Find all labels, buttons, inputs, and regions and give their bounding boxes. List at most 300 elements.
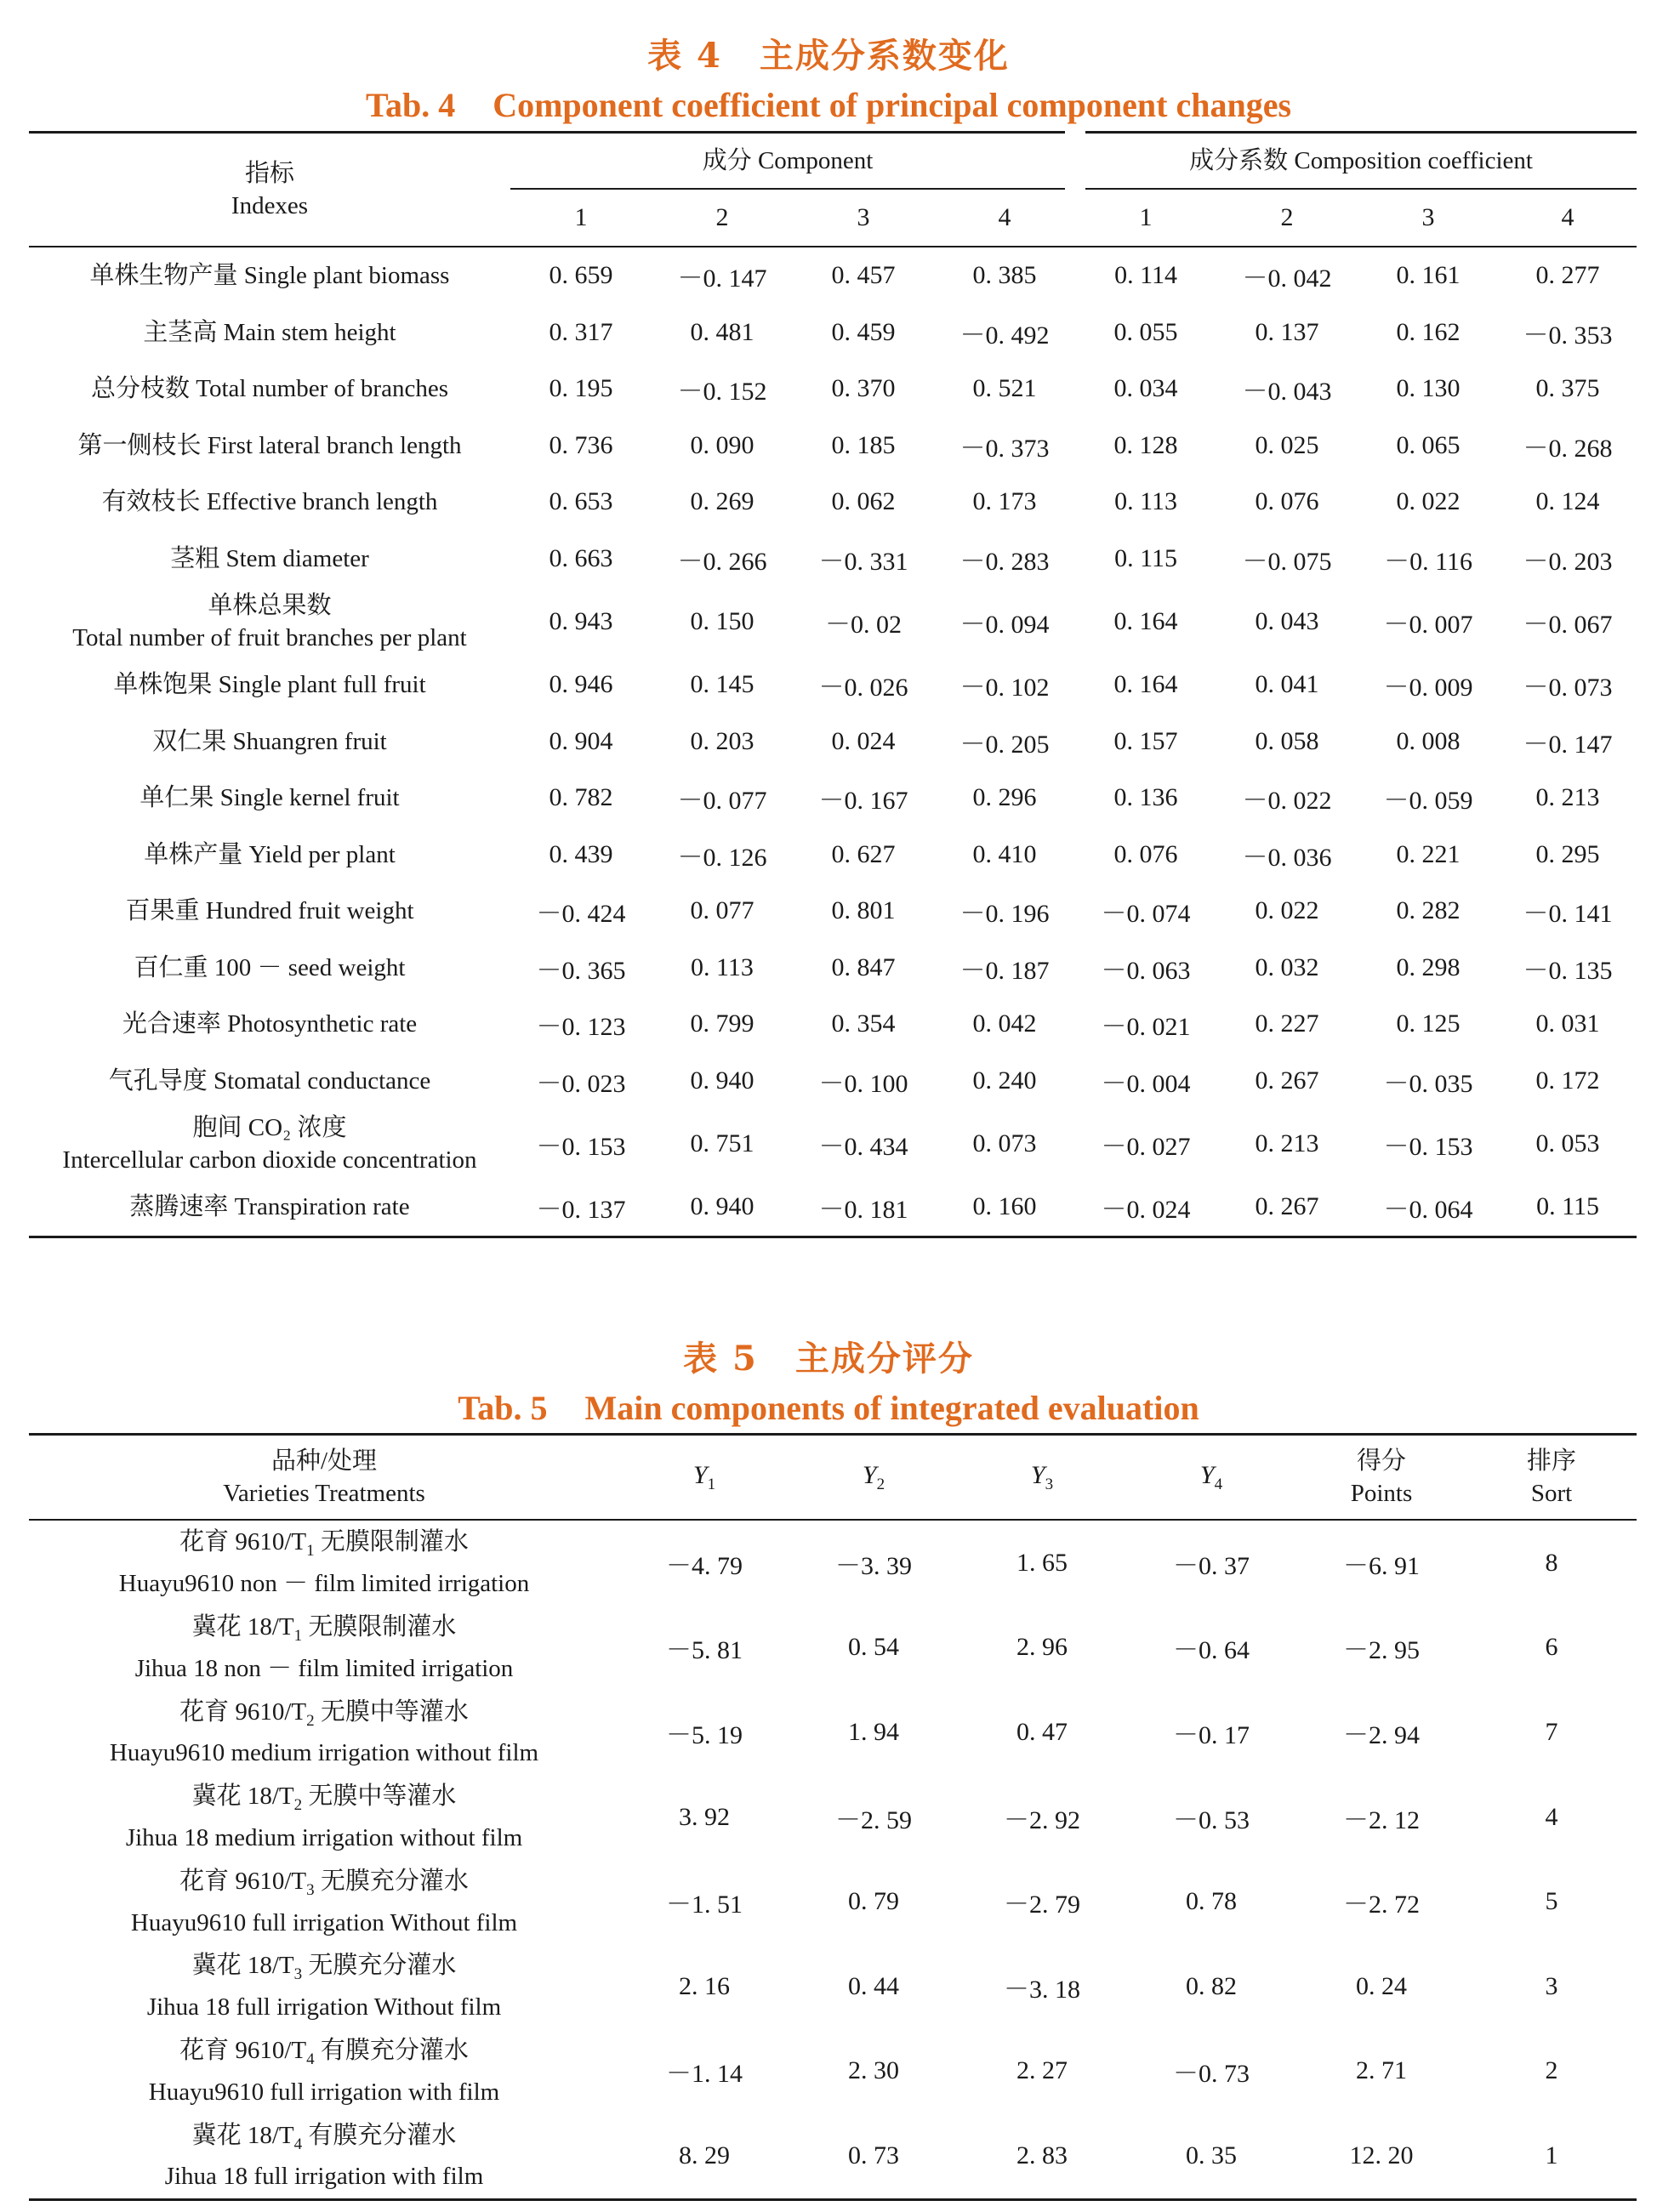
table-row: [29, 883, 1637, 940]
component-value: 0. 659: [549, 261, 613, 290]
component-value: 0. 370: [831, 374, 896, 403]
index-label-line: 胞间 CO₂ 浓度: [192, 1114, 347, 1141]
index-label: [29, 247, 510, 304]
coefficient-value: 0. 137: [1255, 317, 1319, 346]
index-label: [29, 657, 510, 714]
coefficient-value: 0. 221: [1396, 839, 1461, 868]
variety-name: 花育 9610/T: [179, 2036, 307, 2064]
variety-label-cn: [29, 1611, 619, 1652]
index-label: [29, 304, 510, 361]
index-label: [29, 883, 510, 940]
component-value: －0. 196: [959, 900, 1050, 929]
coefficient-value: －0. 063: [1101, 956, 1191, 985]
treatment-subscript: 4: [293, 2135, 303, 2153]
index-label: [29, 1109, 510, 1179]
component-value: －0. 167: [818, 787, 908, 816]
y-letter: Y: [862, 1460, 877, 1489]
index-label-line: 总分枝数 Total number of branches: [91, 375, 448, 403]
table-row: [29, 827, 1637, 884]
table-row: [29, 1690, 1637, 1775]
treatment-subscript: 1: [306, 1542, 315, 1561]
sort-rank: 2: [1545, 2056, 1558, 2085]
index-label: [29, 531, 510, 588]
component-value: －0. 492: [959, 321, 1050, 350]
index-label: [29, 418, 510, 475]
coefficient-value: 0. 043: [1255, 607, 1319, 635]
y1-score: －5. 81: [666, 1636, 743, 1665]
component-value: 0. 160: [972, 1192, 1037, 1221]
sort-rank: 5: [1545, 1887, 1558, 1916]
table5-caption-en-title: Main components of integrated evaluation: [584, 1389, 1199, 1427]
coefficient-value: 0. 076: [1113, 839, 1178, 868]
table5-points-header-cn: 得分: [1356, 1447, 1406, 1475]
treatment-name: 无膜充分灌水: [314, 1867, 469, 1895]
coefficient-value: 0. 058: [1255, 726, 1319, 755]
table4-caption-cn-number: 表 4: [647, 36, 722, 76]
variety-label: [29, 1859, 619, 1944]
variety-label-cn: [29, 1949, 619, 1991]
coefficient-value: －0. 021: [1101, 1013, 1191, 1042]
component-value: －0. 283: [959, 547, 1050, 576]
coefficient-value: －0. 074: [1101, 900, 1191, 929]
table-row: [29, 1606, 1637, 1691]
variety-label-en: Huayu9610 full irrigation with film: [148, 2078, 500, 2106]
table5-caption-cn-number: 表 5: [683, 1339, 758, 1379]
variety-label: [29, 2113, 619, 2199]
points-score: －6. 91: [1343, 1551, 1420, 1580]
y2-score: 0. 79: [848, 1887, 899, 1916]
coefficient-value: －0. 059: [1383, 787, 1473, 816]
component-value: 0. 240: [972, 1066, 1037, 1095]
y-letter: Y: [1199, 1460, 1215, 1489]
treatment-name: 无膜充分灌水: [302, 1952, 457, 1980]
coefficient-value: 0. 136: [1113, 783, 1178, 812]
variety-label: [29, 1690, 619, 1775]
table5-y-header: [619, 1435, 789, 1521]
component-value: 0. 113: [691, 952, 754, 981]
table4-indexes-header-en: Indexes: [231, 192, 309, 219]
component-value: －0. 026: [818, 674, 908, 702]
table5-variety-header: [29, 1435, 619, 1521]
table5-y-header: [789, 1435, 958, 1521]
treatment-subscript: 2: [293, 1795, 303, 1814]
coefficient-value: 0. 125: [1396, 1009, 1461, 1038]
coefficient-value: 0. 213: [1535, 783, 1600, 812]
index-label-line: 茎粗 Stem diameter: [170, 544, 369, 572]
variety-label-en: Jihua 18 full irrigation Without film: [146, 1993, 502, 2022]
y1-score: －4. 79: [666, 1551, 743, 1580]
component-value: 0. 847: [831, 952, 896, 981]
coefficient-value: 0. 298: [1396, 952, 1461, 981]
component-value: 0. 385: [972, 261, 1037, 290]
y2-score: 2. 30: [848, 2056, 899, 2085]
index-label-line: 光合速率 Photosynthetic rate: [122, 1010, 418, 1038]
table5-points-header-en: Points: [1350, 1480, 1413, 1507]
variety-label-en: Jihua 18 medium irrigation without film: [125, 1823, 523, 1851]
component-value: －0. 373: [959, 434, 1050, 463]
table5-caption-en: [0, 1388, 1657, 1428]
variety-label-en: Huayu9610 non － film limited irrigation: [118, 1570, 530, 1598]
y2-score: 0. 73: [848, 2141, 899, 2169]
coefficient-value: 0. 025: [1255, 430, 1319, 459]
coefficient-value: 0. 076: [1255, 487, 1319, 516]
y-subscript: 1: [707, 1475, 716, 1493]
component-value: 0. 782: [549, 783, 613, 812]
table-row: [29, 587, 1637, 657]
points-score: －2. 72: [1343, 1891, 1420, 1919]
variety-label-cn: [29, 1865, 619, 1907]
y2-score: 0. 54: [848, 1633, 899, 1662]
coefficient-value: 0. 032: [1255, 952, 1319, 981]
treatment-name: 有膜充分灌水: [314, 2036, 469, 2064]
variety-label-en: Jihua 18 non － film limited irrigation: [134, 1654, 514, 1682]
index-label-line: 单株饱果 Single plant full fruit: [113, 671, 426, 699]
y3-score: 2. 96: [1016, 1633, 1068, 1662]
component-value: －0. 023: [536, 1069, 626, 1098]
table4-component-col-header: 4: [998, 203, 1011, 231]
component-value: －0. 152: [677, 378, 767, 407]
y4-score: －0. 73: [1173, 2060, 1250, 2089]
coefficient-value: 0. 124: [1535, 487, 1600, 516]
coefficient-value: －0. 073: [1523, 674, 1613, 702]
table-row: [29, 1859, 1637, 1944]
component-value: －0. 100: [818, 1069, 908, 1098]
table4-caption-en: [0, 85, 1657, 125]
component-value: 0. 145: [690, 670, 754, 699]
table5-y-header: [958, 1435, 1126, 1521]
table-row: [29, 2113, 1637, 2199]
table5-sort-header-en: Sort: [1530, 1480, 1573, 1507]
component-value: －0. 181: [818, 1196, 908, 1225]
component-value: －0. 187: [959, 956, 1050, 985]
coefficient-value: －0. 022: [1242, 787, 1332, 816]
component-value: 0. 150: [690, 607, 754, 635]
treatment-subscript: 3: [306, 1880, 315, 1899]
variety-label-cn: [29, 1526, 619, 1567]
sort-rank: 3: [1545, 1971, 1558, 2000]
coefficient-value: －0. 004: [1101, 1069, 1191, 1098]
points-score: －2. 94: [1343, 1720, 1420, 1749]
table4-component-col-header: 3: [857, 203, 870, 231]
variety-label: [29, 2029, 619, 2114]
component-value: 0. 203: [690, 726, 754, 755]
coefficient-value: －0. 024: [1101, 1196, 1191, 1225]
component-value: 0. 457: [831, 261, 896, 290]
index-label: [29, 587, 510, 657]
treatment-name: 无膜限制灌水: [314, 1528, 469, 1556]
y4-score: 0. 35: [1186, 2141, 1237, 2169]
variety-name: 冀花 18/T: [191, 1612, 294, 1641]
table5-variety-header-en: Varieties Treatments: [223, 1480, 425, 1507]
treatment-subscript: 3: [293, 1965, 303, 1984]
y1-score: －1. 14: [666, 2060, 743, 2089]
component-value: －0. 331: [818, 547, 908, 576]
index-label-line: 百果重 Hundred fruit weight: [125, 897, 414, 925]
variety-label-cn: [29, 2119, 619, 2161]
table4-indexes-header: [29, 133, 510, 247]
component-value: 0. 296: [972, 783, 1037, 812]
treatment-subscript: 1: [293, 1626, 303, 1645]
treatment-name: 无膜限制灌水: [302, 1612, 457, 1641]
component-value: 0. 459: [831, 317, 896, 346]
coefficient-value: 0. 115: [1536, 1192, 1599, 1221]
index-label: [29, 940, 510, 997]
component-value: 0. 185: [831, 430, 896, 459]
component-value: 0. 751: [690, 1129, 754, 1157]
table5-sort-header-cn: 排序: [1526, 1447, 1576, 1475]
variety-label-en: Jihua 18 full irrigation with film: [164, 2163, 484, 2191]
y3-score: 2. 83: [1016, 2141, 1068, 2169]
component-value: 0. 627: [831, 839, 896, 868]
table4-coefficient-col-header: 1: [1139, 203, 1153, 231]
coefficient-value: －0. 042: [1242, 264, 1332, 293]
coefficient-value: 0. 172: [1535, 1066, 1600, 1095]
treatment-name: 无膜中等灌水: [302, 1783, 457, 1811]
coefficient-value: 0. 213: [1255, 1129, 1319, 1157]
index-label-line: 有效枝长 Effective branch length: [101, 488, 438, 516]
component-value: 0. 439: [549, 839, 613, 868]
table-row: [29, 940, 1637, 997]
coefficient-value: 0. 022: [1396, 487, 1461, 516]
coefficient-value: －0. 035: [1383, 1069, 1473, 1098]
points-score: 0. 24: [1356, 1971, 1407, 2000]
component-value: －0. 147: [677, 264, 767, 293]
y2-score: －2. 59: [835, 1805, 912, 1834]
table4-component-col-header: 2: [715, 203, 729, 231]
table-row: [29, 657, 1637, 714]
y3-score: －3. 18: [1004, 1975, 1080, 2004]
component-value: －0. 434: [818, 1133, 908, 1161]
coefficient-value: 0. 227: [1255, 1009, 1319, 1038]
component-value: －0. 094: [959, 611, 1050, 639]
index-label: [29, 714, 510, 771]
index-label-line: 百仁重 100 － seed weight: [134, 953, 406, 981]
index-label-line: 气孔导度 Stomatal conductance: [108, 1066, 431, 1095]
coefficient-value: 0. 282: [1396, 896, 1461, 925]
coefficient-value: －0. 009: [1383, 674, 1473, 702]
table5-caption-en-number: Tab. 5: [458, 1389, 548, 1427]
variety-name: 花育 9610/T: [179, 1528, 307, 1556]
variety-name: 花育 9610/T: [179, 1697, 307, 1726]
coefficient-value: －0. 036: [1242, 843, 1332, 872]
variety-label-en: Huayu9610 full irrigation Without film: [130, 1908, 518, 1936]
y2-score: 1. 94: [848, 1717, 899, 1746]
index-label: [29, 770, 510, 827]
coefficient-value: 0. 022: [1255, 896, 1319, 925]
table5-caption-cn: [0, 1332, 1657, 1380]
table-row: [29, 1520, 1637, 1606]
y-letter: Y: [692, 1460, 708, 1489]
variety-label-en: Huayu9610 medium irrigation without film: [109, 1739, 539, 1767]
sort-rank: 1: [1545, 2141, 1558, 2169]
component-value: 0. 521: [972, 374, 1037, 403]
variety-label-cn: [29, 1696, 619, 1737]
coefficient-value: 0. 161: [1396, 261, 1461, 290]
index-label-line: 单株总果数: [208, 592, 332, 619]
coefficient-value: 0. 267: [1255, 1066, 1319, 1095]
coefficient-value: －0. 043: [1242, 378, 1332, 407]
coefficient-value: －0. 075: [1242, 547, 1332, 576]
component-value: 0. 940: [690, 1066, 754, 1095]
variety-name: 花育 9610/T: [179, 1867, 307, 1895]
index-label-line: 单株产量 Yield per plant: [144, 840, 396, 868]
points-score: 2. 71: [1356, 2056, 1407, 2085]
y3-score: －2. 79: [1004, 1891, 1080, 1919]
y2-score: 0. 44: [848, 1971, 899, 2000]
sort-rank: 6: [1545, 1633, 1558, 1662]
coefficient-value: 0. 375: [1535, 374, 1600, 403]
coefficient-value: 0. 034: [1113, 374, 1178, 403]
table5: [29, 1433, 1637, 2201]
table-row: [29, 474, 1637, 531]
table5-y-header: [1126, 1435, 1296, 1521]
points-score: －2. 12: [1343, 1805, 1420, 1834]
coefficient-value: 0. 113: [1114, 487, 1177, 516]
y3-score: 0. 47: [1016, 1717, 1068, 1746]
component-value: 0. 073: [972, 1129, 1037, 1157]
y4-score: －0. 37: [1173, 1551, 1250, 1580]
coefficient-value: －0. 116: [1384, 547, 1472, 576]
variety-label: [29, 1606, 619, 1691]
component-value: 0. 940: [690, 1192, 754, 1221]
variety-label: [29, 1944, 619, 2029]
coefficient-value: 0. 128: [1113, 430, 1178, 459]
component-value: 0. 410: [972, 839, 1037, 868]
table5-variety-header-cn: 品种/处理: [270, 1447, 378, 1475]
table4-coefficient-col-header: 4: [1561, 203, 1574, 231]
coefficient-value: 0. 008: [1396, 726, 1461, 755]
table-row: [29, 1053, 1637, 1110]
y4-score: 0. 78: [1186, 1887, 1237, 1916]
table4-coefficient-col-header: 2: [1280, 203, 1294, 231]
table5-points-header: [1296, 1435, 1466, 1521]
coefficient-value: －0. 141: [1523, 900, 1613, 929]
points-score: 12. 20: [1349, 2141, 1414, 2169]
y-letter: Y: [1030, 1460, 1045, 1489]
coefficient-value: 0. 162: [1396, 317, 1461, 346]
component-value: 0. 663: [549, 543, 613, 572]
index-label: [29, 474, 510, 531]
table-row: [29, 996, 1637, 1053]
table-row: [29, 1179, 1637, 1237]
component-value: －0. 205: [959, 730, 1050, 759]
coefficient-value: 0. 164: [1113, 670, 1178, 699]
y-subscript: 4: [1214, 1475, 1223, 1493]
table5-sort-header: [1466, 1435, 1637, 1521]
treatment-subscript: 4: [306, 2050, 315, 2068]
y1-score: 2. 16: [679, 1971, 730, 2000]
table-row: [29, 2029, 1637, 2114]
coefficient-value: 0. 277: [1535, 261, 1600, 290]
component-value: 0. 062: [831, 487, 896, 516]
y4-score: －0. 53: [1173, 1805, 1250, 1834]
variety-label-cn: [29, 2034, 619, 2076]
coefficient-value: 0. 164: [1113, 607, 1178, 635]
coefficient-value: －0. 007: [1383, 611, 1473, 639]
y3-score: －2. 92: [1004, 1805, 1080, 1834]
y3-score: 2. 27: [1016, 2056, 1068, 2085]
table-row: [29, 418, 1637, 475]
table4-coefficient-group-header: 成分系数 Composition coefficient: [1075, 133, 1637, 190]
component-value: 0. 077: [690, 896, 754, 925]
table-row: [29, 714, 1637, 771]
treatment-subscript: 2: [306, 1711, 315, 1730]
table5-caption-cn-title: 主成分评分: [794, 1339, 974, 1379]
component-value: 0. 042: [972, 1009, 1037, 1038]
table4-caption-en-title: Component coefficient of principal component changes: [493, 86, 1292, 124]
table-row: [29, 304, 1637, 361]
component-value: －0. 266: [677, 547, 767, 576]
table4: [29, 131, 1637, 1238]
y4-score: －0. 17: [1173, 1720, 1250, 1749]
coefficient-value: －0. 203: [1523, 547, 1613, 576]
table4-indexes-header-cn: 指标: [244, 160, 294, 187]
component-value: 0. 354: [831, 1009, 896, 1038]
variety-label: [29, 1775, 619, 1860]
treatment-name: 无膜中等灌水: [314, 1697, 469, 1726]
y-subscript: 3: [1045, 1475, 1054, 1493]
component-value: 0. 736: [549, 430, 613, 459]
variety-name: 冀花 18/T: [191, 2121, 294, 2149]
coefficient-value: 0. 114: [1114, 261, 1177, 290]
table4-caption-en-number: Tab. 4: [365, 86, 456, 124]
y4-score: 0. 82: [1186, 1971, 1237, 2000]
index-label: [29, 1179, 510, 1237]
y1-score: 3. 92: [679, 1802, 730, 1831]
coefficient-value: 0. 115: [1114, 543, 1177, 572]
index-label-line: 主茎高 Main stem height: [143, 318, 396, 346]
variety-name: 冀花 18/T: [191, 1952, 294, 1980]
table4-coefficient-col-header: 3: [1421, 203, 1435, 231]
y2-score: －3. 39: [835, 1551, 912, 1580]
table4-component-col-header: 1: [574, 203, 588, 231]
index-label-line: 单株生物产量 Single plant biomass: [89, 262, 450, 290]
index-label: [29, 361, 510, 418]
table-row: [29, 1944, 1637, 2029]
coefficient-value: 0. 055: [1113, 317, 1178, 346]
index-label-line-en: Intercellular carbon dioxide concentration: [62, 1146, 477, 1174]
index-label: [29, 827, 510, 884]
coefficient-value: －0. 268: [1523, 434, 1613, 463]
y1-score: －1. 51: [666, 1891, 743, 1919]
coefficient-value: 0. 267: [1255, 1192, 1319, 1221]
component-value: 0. 801: [831, 896, 896, 925]
index-label-line: 双仁果 Shuangren fruit: [152, 727, 387, 755]
coefficient-value: 0. 157: [1113, 726, 1178, 755]
coefficient-value: 0. 295: [1535, 839, 1600, 868]
table4-caption-cn-title: 主成分系数变化: [759, 36, 1010, 76]
component-value: 0. 173: [972, 487, 1037, 516]
component-value: 0. 317: [549, 317, 613, 346]
index-label: [29, 996, 510, 1053]
component-value: －0. 102: [959, 674, 1050, 702]
coefficient-value: －0. 153: [1383, 1133, 1473, 1161]
component-value: 0. 024: [831, 726, 896, 755]
coefficient-value: 0. 130: [1396, 374, 1461, 403]
coefficient-value: 0. 053: [1535, 1129, 1600, 1157]
coefficient-value: 0. 065: [1396, 430, 1461, 459]
points-score: －2. 95: [1343, 1636, 1420, 1665]
component-value: 0. 090: [690, 430, 754, 459]
table-row: [29, 247, 1637, 304]
variety-name: 冀花 18/T: [191, 1783, 294, 1811]
table4-caption-cn: [0, 29, 1657, 77]
component-value: 0. 943: [549, 607, 613, 635]
table-row: [29, 531, 1637, 588]
variety-label-cn: [29, 1780, 619, 1822]
variety-label: [29, 1520, 619, 1606]
component-value: 0. 799: [690, 1009, 754, 1038]
